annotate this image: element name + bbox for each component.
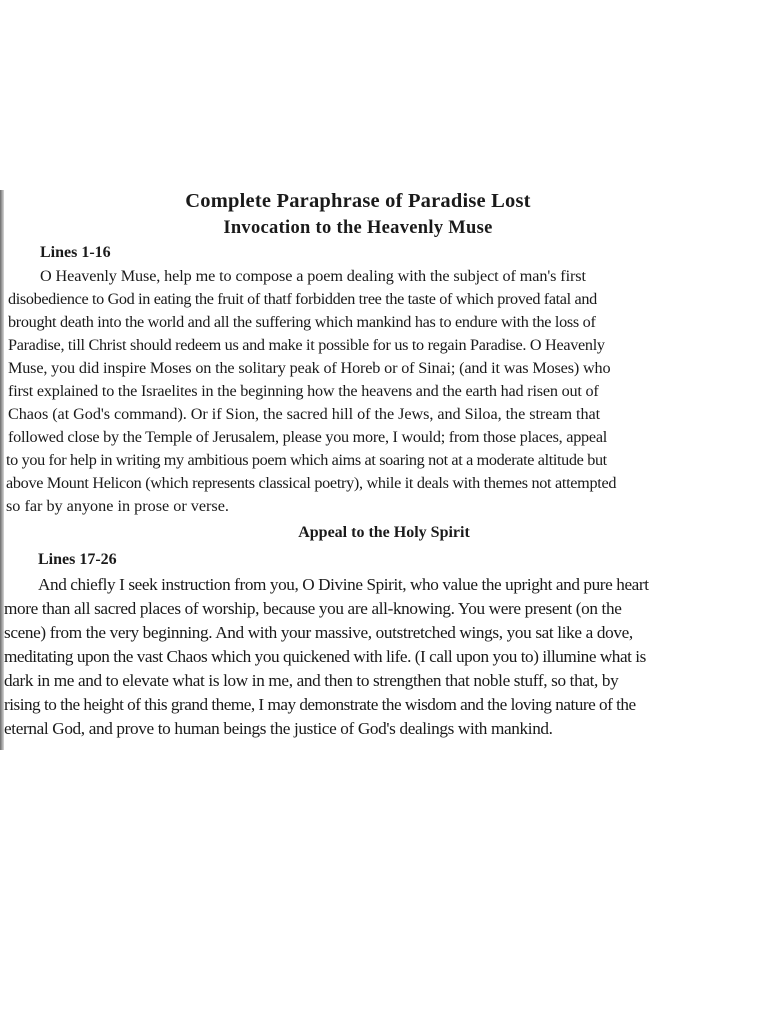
text-line: meditating upon the vast Chaos which you quickened with life. (I call upon you to) illumine what is [4, 647, 646, 666]
text-line: O Heavenly Muse, help me to compose a poem dealing with the subject of man's first [40, 267, 586, 285]
section-heading: Appeal to the Holy Spirit [298, 524, 470, 541]
section-lines-label: Lines 1-16 [40, 244, 111, 261]
text-line: first explained to the Israelites in the beginning how the heavens and the earth had risen out of [8, 382, 599, 400]
section-lines-label: Lines 17-26 [38, 551, 117, 568]
text-line: disobedience to God in eating the fruit of thatf forbidden tree the taste of which proved fatal and [8, 290, 597, 308]
text-line: so far by anyone in prose or verse. [6, 497, 229, 515]
text-line: dark in me and to elevate what is low in me, and then to strengthen that noble stuff, so that, by [4, 671, 619, 690]
document-subtitle: Invocation to the Heavenly Muse [223, 218, 493, 238]
text-line: above Mount Helicon (which represents classical poetry), while it deals with themes not attempted [6, 474, 617, 492]
text-line: more than all sacred places of worship, because you are all-knowing. You were present (on the [4, 599, 622, 618]
text-line: Muse, you did inspire Moses on the solitary peak of Horeb or of Sinai; (and it was Moses) who [8, 359, 611, 377]
text-line: scene) from the very beginning. And with your massive, outstretched wings, you sat like a dove, [4, 623, 633, 642]
text-line: Chaos (at God's command). Or if Sion, the sacred hill of the Jews, and Siloa, the stream that [8, 405, 601, 423]
text-line: rising to the height of this grand theme, I may demonstrate the wisdom and the loving nature of the [4, 695, 636, 714]
document-title: Complete Paraphrase of Paradise Lost [185, 190, 531, 212]
text-line: to you for help in writing my ambitious poem which aims at soaring not at a moderate altitude but [6, 451, 607, 469]
text-line: And chiefly I seek instruction from you, O Divine Spirit, who value the upright and pure heart [38, 575, 649, 594]
text-line: eternal God, and prove to human beings the justice of God's dealings with mankind. [4, 719, 553, 738]
text-line: Paradise, till Christ should redeem us and make it possible for us to regain Paradise. O Heavenly [8, 336, 605, 354]
text-line: followed close by the Temple of Jerusalem, please you more, I would; from those places, appeal [8, 428, 607, 446]
text-line: brought death into the world and all the suffering which mankind has to endure with the loss of [8, 313, 596, 331]
